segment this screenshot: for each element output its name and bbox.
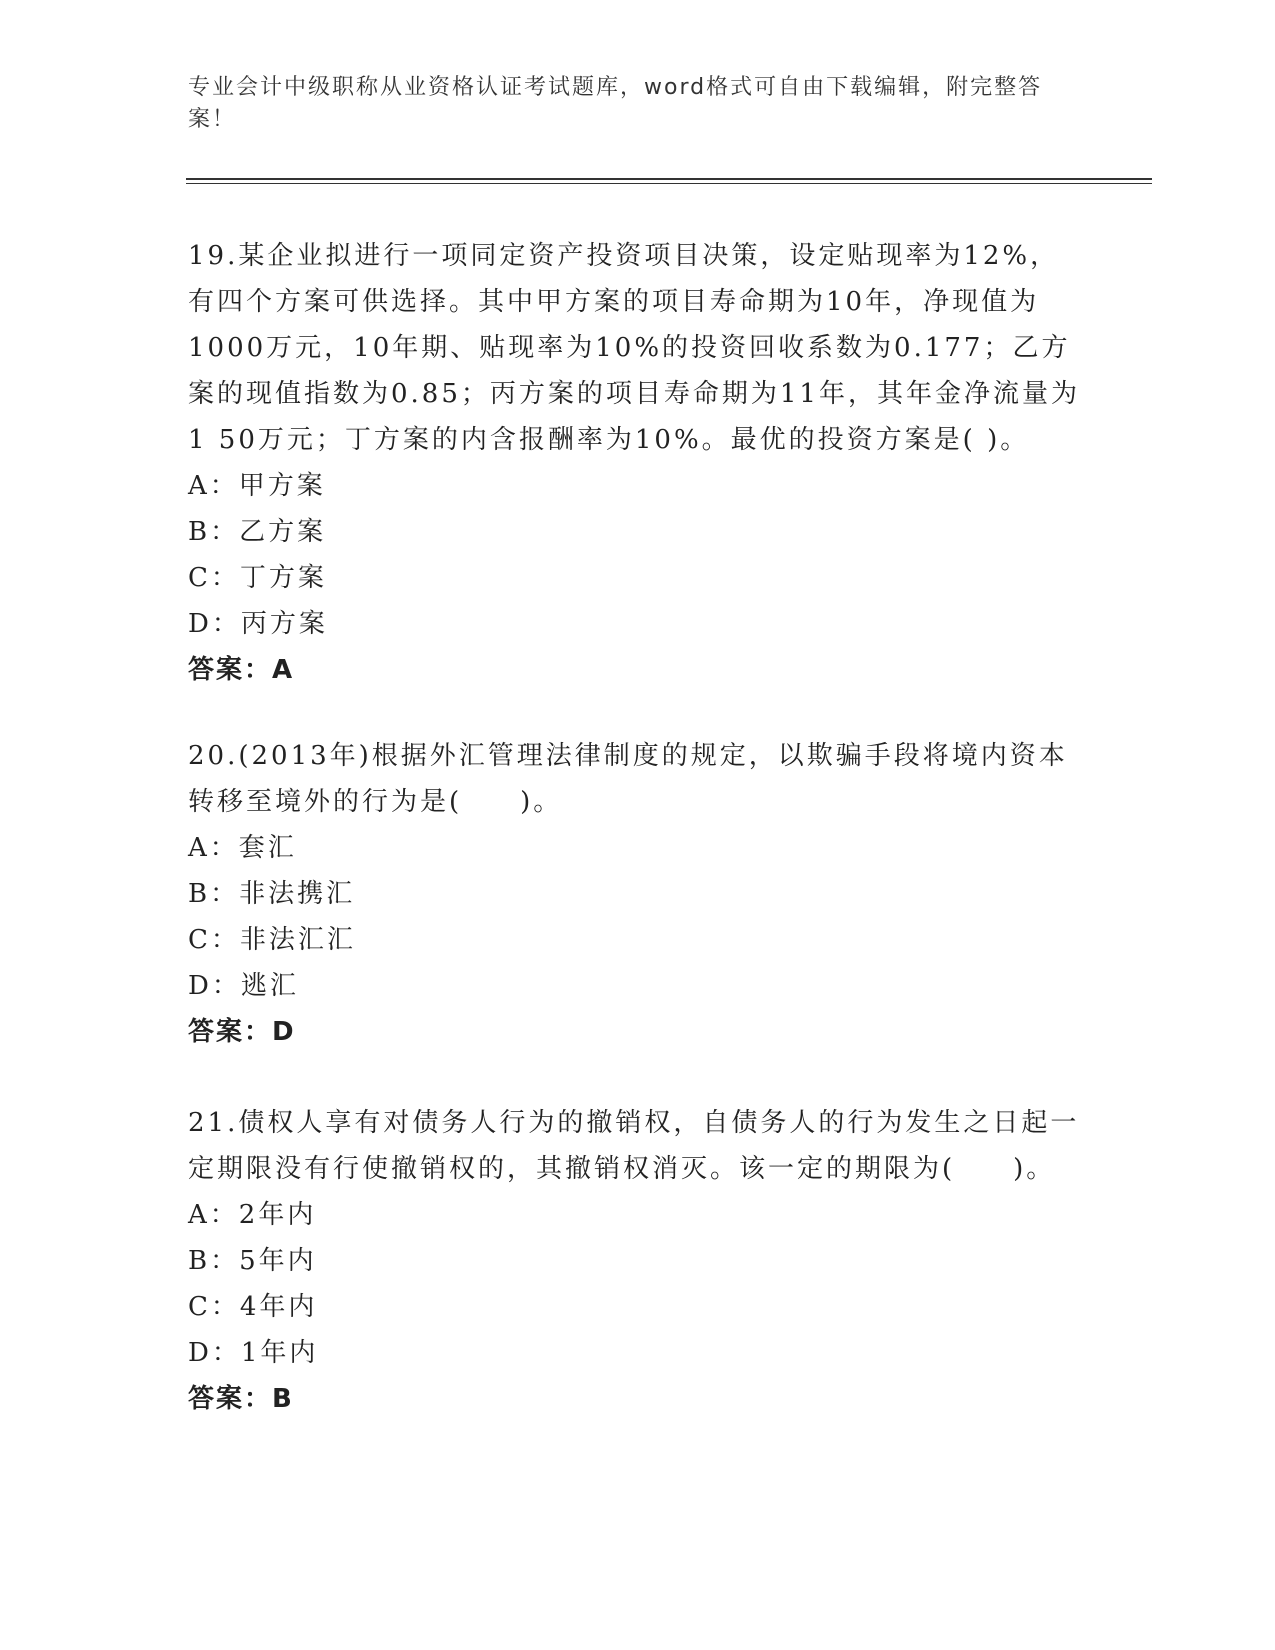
option-a: A：甲方案 <box>188 471 326 501</box>
option-b: B：5年内 <box>188 1246 317 1276</box>
option-b: B：非法携汇 <box>188 879 356 909</box>
document-header: 专业会计中级职称从业资格认证考试题库，word格式可自由下载编辑，附完整答案！ <box>188 75 1043 132</box>
header-divider <box>186 178 1152 180</box>
question-20 <box>188 733 1088 1055</box>
question-21 <box>188 1100 1088 1422</box>
option-c: C：丁方案 <box>188 563 327 593</box>
question-stem: 21.债权人享有对债务人行为的撤销权，自债务人的行为发生之日起一定期限没有行使撤销权的，其撤销权消灭。该一定的期限为( )。 <box>188 1108 1080 1184</box>
option-c: C：非法汇汇 <box>188 925 356 955</box>
answer: 答案：B <box>188 1384 294 1414</box>
option-d: D：丙方案 <box>188 609 328 639</box>
question-stem: 19.某企业拟进行一项同定资产投资项目决策，设定贴现率为12%，有四个方案可供选择。其中甲方案的项目寿命期为10年，净现值为1000万元，10年期、贴现率为10%的投资回收系数为0.177；乙方案的现值指数为0.85；丙方案的项目寿命期为11年，其年金净流量为1 50万元；丁方案的内含报酬率为10%。最优的投资方案是( )。 <box>188 241 1080 455</box>
option-c: C：4年内 <box>188 1292 318 1322</box>
answer: 答案：A <box>188 655 295 685</box>
question-stem: 20.(2013年)根据外汇管理法律制度的规定，以欺骗手段将境内资本转移至境外的行为是( )。 <box>188 741 1068 817</box>
option-d: D：1年内 <box>188 1338 319 1368</box>
option-a: A：2年内 <box>188 1200 317 1230</box>
option-d: D：逃汇 <box>188 971 299 1001</box>
header-divider-thin <box>186 183 1152 184</box>
answer: 答案：D <box>188 1017 296 1047</box>
option-b: B：乙方案 <box>188 517 327 547</box>
option-a: A：套汇 <box>188 833 297 863</box>
question-19 <box>188 233 1088 693</box>
